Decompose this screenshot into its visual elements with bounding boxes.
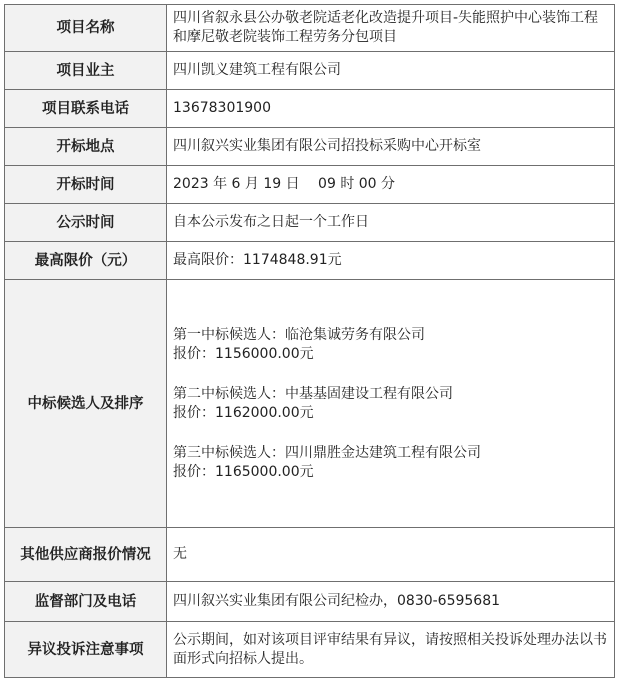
candidate-3 xyxy=(173,444,610,482)
bid-location-label: 开标地点 xyxy=(5,128,167,166)
bid-time-label: 开标时间 xyxy=(5,166,167,204)
supervision-value: 四川叙兴实业集团有限公司纪检办，0830-6595681 xyxy=(167,582,615,622)
bid-location-value: 四川叙兴实业集团有限公司招投标采购中心开标室 xyxy=(167,128,615,166)
candidates-label: 中标候选人及排序 xyxy=(5,280,167,528)
project-owner-value: 四川凯义建筑工程有限公司 xyxy=(167,52,615,90)
complaint-label: 异议投诉注意事项 xyxy=(5,622,167,678)
row-bid-time xyxy=(5,166,615,204)
publicity-period-label: 公示时间 xyxy=(5,204,167,242)
candidates-value xyxy=(167,280,615,528)
candidate-3-price: 报价：1165000.00元 xyxy=(173,463,314,480)
candidate-3-name: 第三中标候选人：四川鼎胜金达建筑工程有限公司 xyxy=(173,444,481,461)
max-price-value: 最高限价：1174848.91元 xyxy=(167,242,615,280)
row-other-quotes xyxy=(5,528,615,582)
project-owner-label: 项目业主 xyxy=(5,52,167,90)
other-quotes-value: 无 xyxy=(167,528,615,582)
row-project-name xyxy=(5,5,615,52)
bid-result-table xyxy=(4,4,615,678)
max-price-label: 最高限价（元） xyxy=(5,242,167,280)
supervision-label: 监督部门及电话 xyxy=(5,582,167,622)
row-publicity-period xyxy=(5,204,615,242)
row-project-owner xyxy=(5,52,615,90)
row-candidates xyxy=(5,280,615,528)
candidate-2 xyxy=(173,385,610,423)
candidate-1-name: 第一中标候选人：临沧集诚劳务有限公司 xyxy=(173,326,425,343)
row-max-price xyxy=(5,242,615,280)
candidate-1 xyxy=(173,326,610,364)
contact-phone-value: 13678301900 xyxy=(167,90,615,128)
contact-phone-label: 项目联系电话 xyxy=(5,90,167,128)
row-complaint xyxy=(5,622,615,678)
row-bid-location xyxy=(5,128,615,166)
row-supervision xyxy=(5,582,615,622)
row-contact-phone xyxy=(5,90,615,128)
candidate-1-price: 报价：1156000.00元 xyxy=(173,345,314,362)
candidate-2-price: 报价：1162000.00元 xyxy=(173,404,314,421)
other-quotes-label: 其他供应商报价情况 xyxy=(5,528,167,582)
project-name-value: 四川省叙永县公办敬老院适老化改造提升项目-失能照护中心装饰工程和摩尼敬老院装饰工程劳务分包项目 xyxy=(167,5,615,52)
project-name-label: 项目名称 xyxy=(5,5,167,52)
publicity-period-value: 自本公示发布之日起一个工作日 xyxy=(167,204,615,242)
complaint-value: 公示期间，如对该项目评审结果有异议，请按照相关投诉处理办法以书面形式向招标人提出。 xyxy=(167,622,615,678)
bid-time-value: 2023 年 6 月 19 日 09 时 00 分 xyxy=(167,166,615,204)
candidate-2-name: 第二中标候选人：中基基固建设工程有限公司 xyxy=(173,385,453,402)
